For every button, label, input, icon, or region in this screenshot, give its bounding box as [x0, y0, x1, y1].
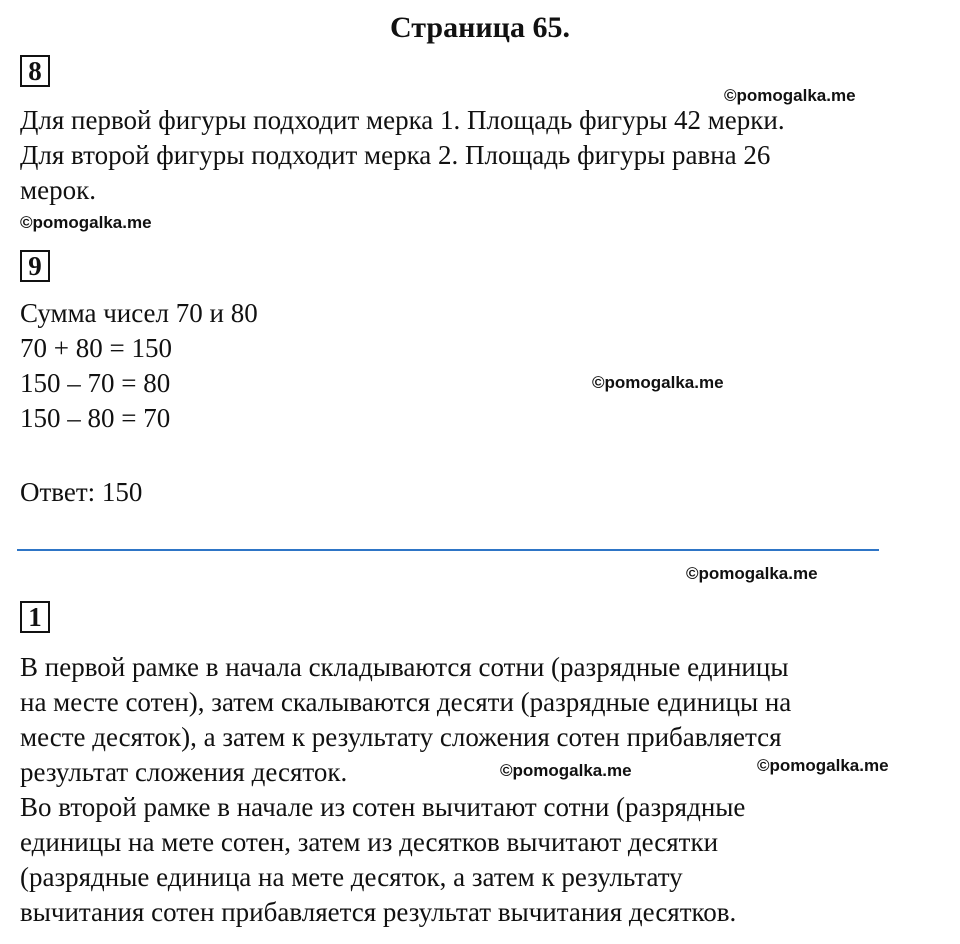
task-9-number-box: 9: [20, 250, 50, 282]
task-1-text: [20, 650, 791, 930]
watermark: ©pomogalka.me: [757, 756, 889, 775]
task-1-line: В первой рамке в начала складываются сотни (разрядные единицы: [20, 652, 789, 682]
task-1-line: месте десяток), а затем к результату сложения сотен прибавляется: [20, 722, 782, 752]
task-1-line: вычитания сотен прибавляется результат вычитания десятков.: [20, 897, 737, 927]
task-9-text: [20, 296, 258, 436]
watermark: ©pomogalka.me: [724, 86, 856, 105]
task-8-line: мерок.: [20, 175, 96, 205]
watermark: ©pomogalka.me: [20, 213, 152, 232]
task-1-line: Во второй рамке в начале из сотен вычитают сотни (разрядные: [20, 792, 746, 822]
section-divider: [17, 549, 879, 551]
task-9-line: Сумма чисел 70 и 80: [20, 298, 258, 328]
task-9-line: 70 + 80 = 150: [20, 333, 172, 363]
task-9-answer: Ответ: 150: [20, 477, 143, 507]
task-9-line: 150 – 80 = 70: [20, 403, 171, 433]
task-8-line: Для второй фигуры подходит мерка 2. Площадь фигуры равна 26: [20, 140, 771, 170]
task-1-line: единицы на мете сотен, затем из десятков вычитают десятки: [20, 827, 719, 857]
task-1-line: результат сложения десяток.: [20, 757, 348, 787]
watermark: ©pomogalka.me: [686, 564, 818, 583]
task-1-line: (разрядные единица на мете десяток, а затем к результату: [20, 862, 683, 892]
task-8-text: [20, 103, 785, 208]
task-8-line: Для первой фигуры подходит мерка 1. Площадь фигуры 42 мерки.: [20, 105, 785, 135]
task-1-number-box: 1: [20, 601, 50, 633]
watermark: ©pomogalka.me: [500, 761, 632, 780]
page-title: Страница 65.: [390, 11, 570, 44]
watermark: ©pomogalka.me: [592, 373, 724, 392]
task-1-line: на месте сотен), затем скалываются десяти (разрядные единицы на: [20, 687, 792, 717]
task-8-number-box: 8: [20, 55, 50, 87]
task-9-line: 150 – 70 = 80: [20, 368, 171, 398]
